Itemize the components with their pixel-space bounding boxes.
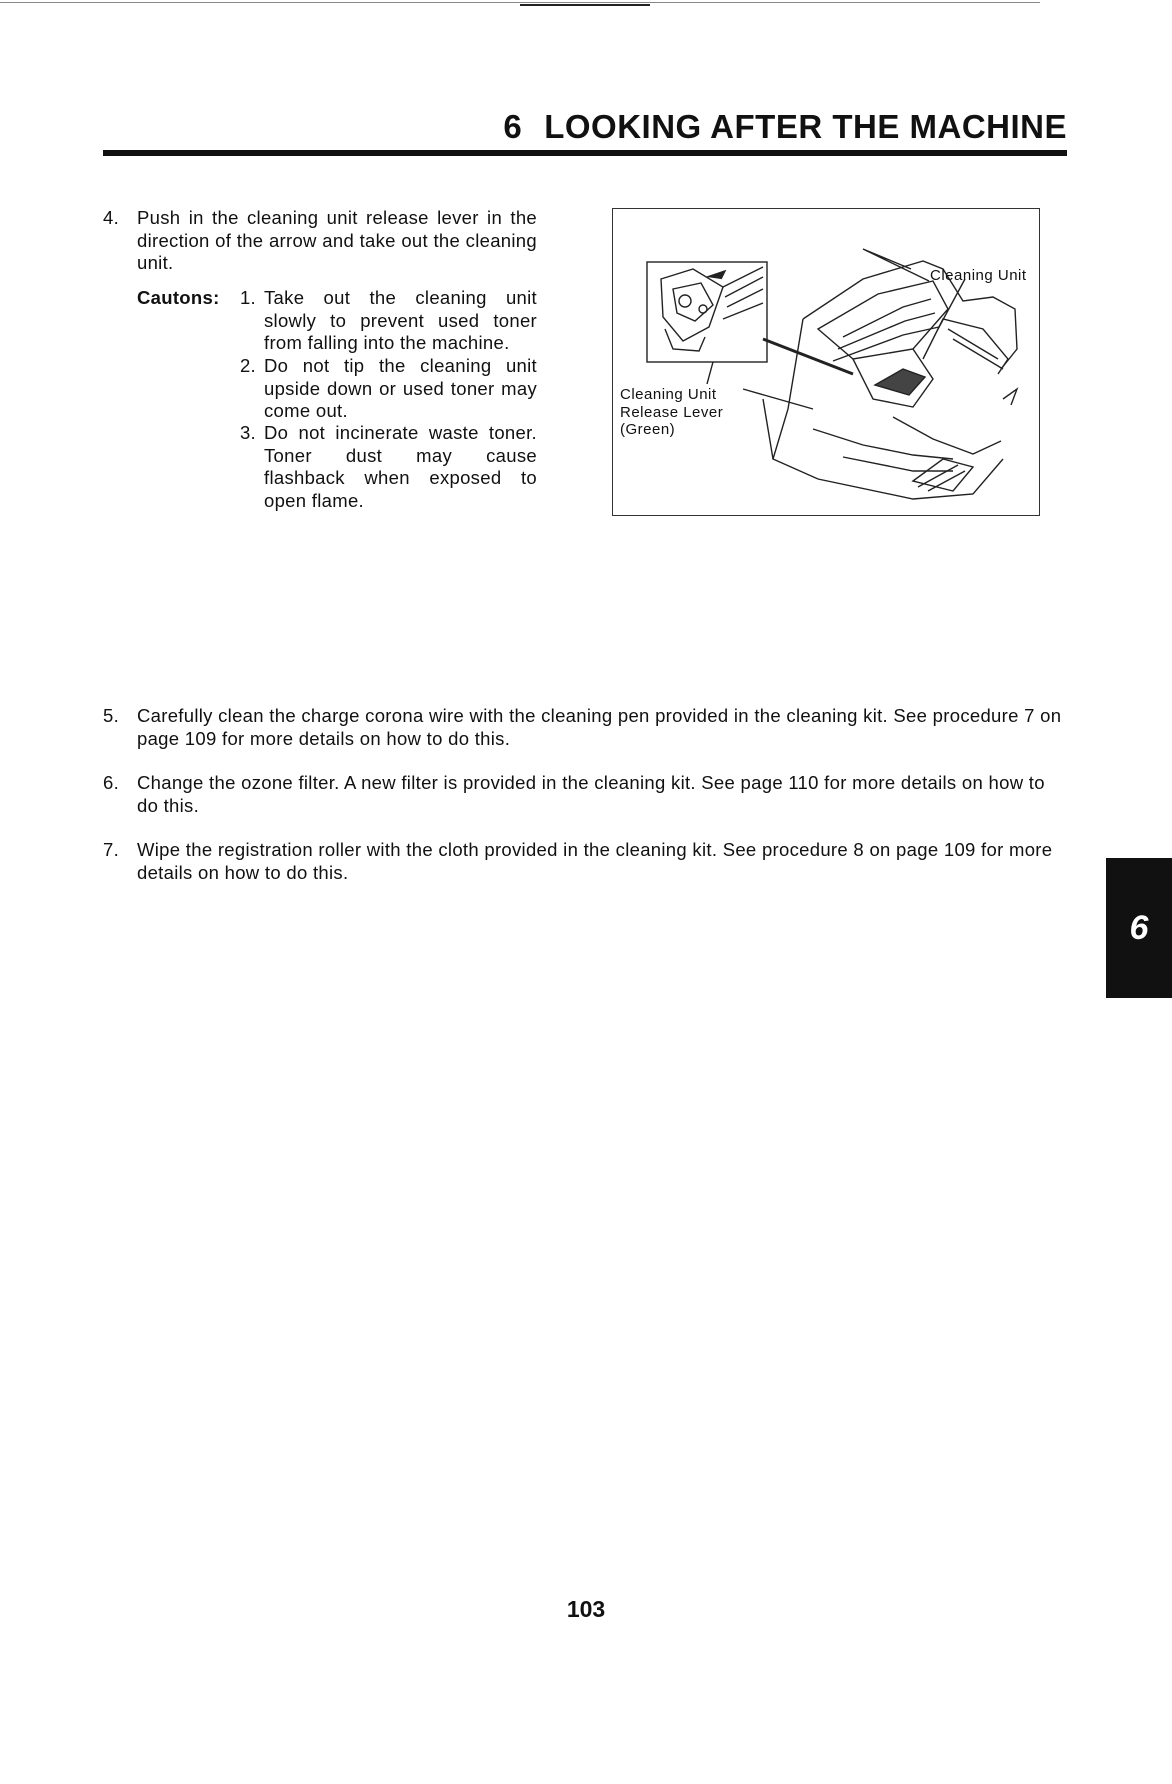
caution-text: Do not tip the cleaning unit upside down or used toner may come out. (264, 355, 537, 422)
step-text: Wipe the registration roller with the cloth provided in the cleaning kit. See procedure 8 on page 109 for more details on how to do this. (137, 839, 1053, 883)
scan-edge-line (0, 2, 1040, 3)
release-lever-label-line: Cleaning Unit (620, 386, 717, 403)
step-number: 7. (103, 839, 120, 860)
caution-number: 3. (239, 422, 256, 443)
step-text: Push in the cleaning unit release lever in the direction of the arrow and take out the cleaning unit. (137, 207, 537, 274)
caution-text: Do not incinerate waste toner. Toner dust may cause flashback when exposed to open flame. (264, 422, 537, 511)
caution-number: 1. (239, 287, 256, 308)
cleaning-unit-figure (612, 208, 1040, 516)
release-lever-label-line: Release Lever (620, 403, 724, 421)
chapter-title: LOOKING AFTER THE MACHINE (544, 108, 1067, 145)
step-text: Change the ozone filter. A new filter is provided in the cleaning kit. See page 110 for more details on how to do this. (137, 772, 1045, 816)
header-rule (103, 150, 1067, 156)
caution-number: 2. (239, 355, 256, 376)
page-number: 103 (566, 1596, 606, 1622)
machine-illustration (613, 209, 1041, 517)
cleaning-unit-label: Cleaning Unit (930, 267, 1027, 284)
step-text: Carefully clean the charge corona wire with the cleaning pen provided in the cleaning kit. See procedure 7 on page 109 for more details on how to do this. (137, 705, 1062, 749)
step-number: 5. (103, 705, 120, 726)
cautions-label: Cautons: (137, 287, 220, 308)
step-number: 6. (103, 772, 120, 793)
scan-edge-mark (520, 4, 650, 6)
step-number: 4. (103, 207, 120, 228)
caution-text: Take out the cleaning unit slowly to prevent used toner from falling into the machine. (264, 287, 537, 354)
chapter-side-tab: 6 (1106, 858, 1172, 998)
release-lever-label-line: (Green) (620, 421, 676, 438)
release-lever-label (620, 386, 723, 439)
chapter-header (103, 108, 1067, 146)
chapter-number: 6 (503, 108, 523, 145)
